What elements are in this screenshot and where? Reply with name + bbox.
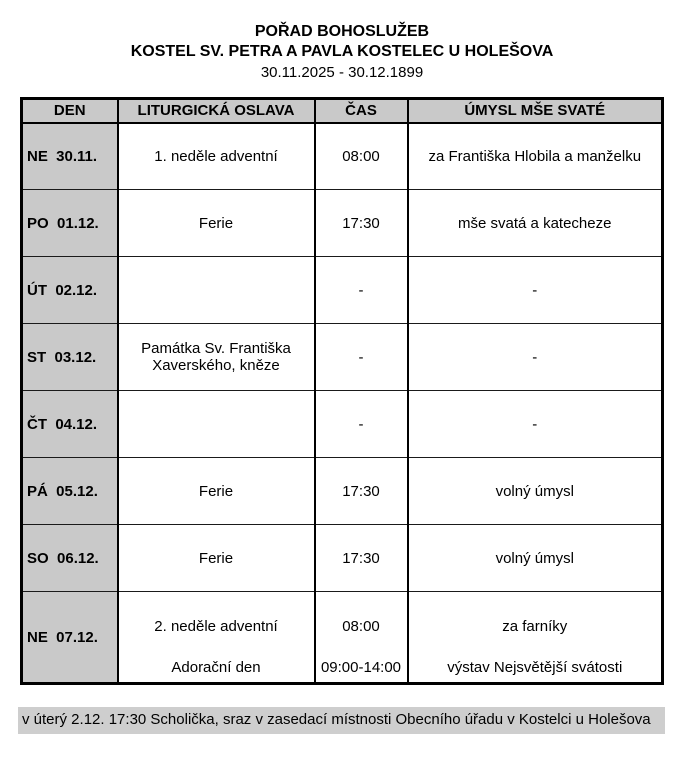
- celebration-cell: [118, 257, 315, 324]
- day-cell: ÚT 02.12.: [22, 257, 118, 324]
- time-line1: 08:00: [342, 618, 380, 635]
- day-cell: ST 03.12.: [22, 324, 118, 391]
- celebration-cell: Ferie: [118, 458, 315, 525]
- service-schedule-table: [20, 97, 664, 685]
- time-cell: -: [315, 391, 408, 458]
- table-row: [22, 525, 663, 592]
- time-cell: -: [315, 324, 408, 391]
- header-celebration: LITURGICKÁ OSLAVA: [118, 99, 315, 123]
- table-row: [22, 324, 663, 391]
- header-intention: ÚMYSL MŠE SVATÉ: [408, 99, 663, 123]
- intention-cell: volný úmysl: [408, 525, 663, 592]
- intention-cell: -: [408, 391, 663, 458]
- intention-cell: za Františka Hlobila a manželku: [408, 123, 663, 190]
- day-cell: SO 06.12.: [22, 525, 118, 592]
- day-cell: PO 01.12.: [22, 190, 118, 257]
- time-line2: 09:00-14:00: [320, 659, 402, 676]
- time-cell: -: [315, 257, 408, 324]
- celebration-cell: [118, 592, 315, 684]
- intention-cell: [408, 592, 663, 684]
- table-row: [22, 190, 663, 257]
- time-cell: 17:30: [315, 458, 408, 525]
- celebration-line2: Adorační den: [171, 659, 261, 676]
- document-title: POŘAD BOHOSLUŽEB: [254, 23, 430, 40]
- day-cell: ČT 04.12.: [22, 391, 118, 458]
- intention-line2: výstav Nejsvětější svátosti: [447, 659, 623, 676]
- table-row: [22, 123, 663, 190]
- celebration-line1: 2. neděle adventní: [154, 618, 278, 635]
- church-name: KOSTEL SV. PETRA A PAVLA KOSTELEC U HOLEŠOVA: [130, 43, 554, 60]
- time-cell: [315, 592, 408, 684]
- date-range: 30.11.2025 - 30.12.1899: [260, 64, 424, 81]
- document-header: [0, 0, 684, 83]
- intention-line1: za farníky: [502, 618, 568, 635]
- day-cell: NE 07.12.: [22, 592, 118, 684]
- time-cell: 17:30: [315, 525, 408, 592]
- day-cell: PÁ 05.12.: [22, 458, 118, 525]
- table-row: [22, 458, 663, 525]
- time-cell: 17:30: [315, 190, 408, 257]
- intention-cell: volný úmysl: [408, 458, 663, 525]
- header-day: DEN: [22, 99, 118, 123]
- footer-note: v úterý 2.12. 17:30 Scholička, sraz v zasedací místnosti Obecního úřadu v Kostelci u Holešova: [18, 707, 665, 734]
- celebration-cell: Památka Sv. Františka Xaverského, kněze: [118, 324, 315, 391]
- table-row: [22, 257, 663, 324]
- intention-cell: -: [408, 257, 663, 324]
- celebration-cell: [118, 391, 315, 458]
- time-cell: 08:00: [315, 123, 408, 190]
- table-row: [22, 592, 663, 684]
- celebration-cell: Ferie: [118, 190, 315, 257]
- celebration-cell: 1. neděle adventní: [118, 123, 315, 190]
- intention-cell: -: [408, 324, 663, 391]
- day-cell: NE 30.11.: [22, 123, 118, 190]
- table-row: [22, 391, 663, 458]
- celebration-cell: Ferie: [118, 525, 315, 592]
- intention-cell: mše svatá a katecheze: [408, 190, 663, 257]
- header-time: ČAS: [315, 99, 408, 123]
- table-header-row: [22, 99, 663, 123]
